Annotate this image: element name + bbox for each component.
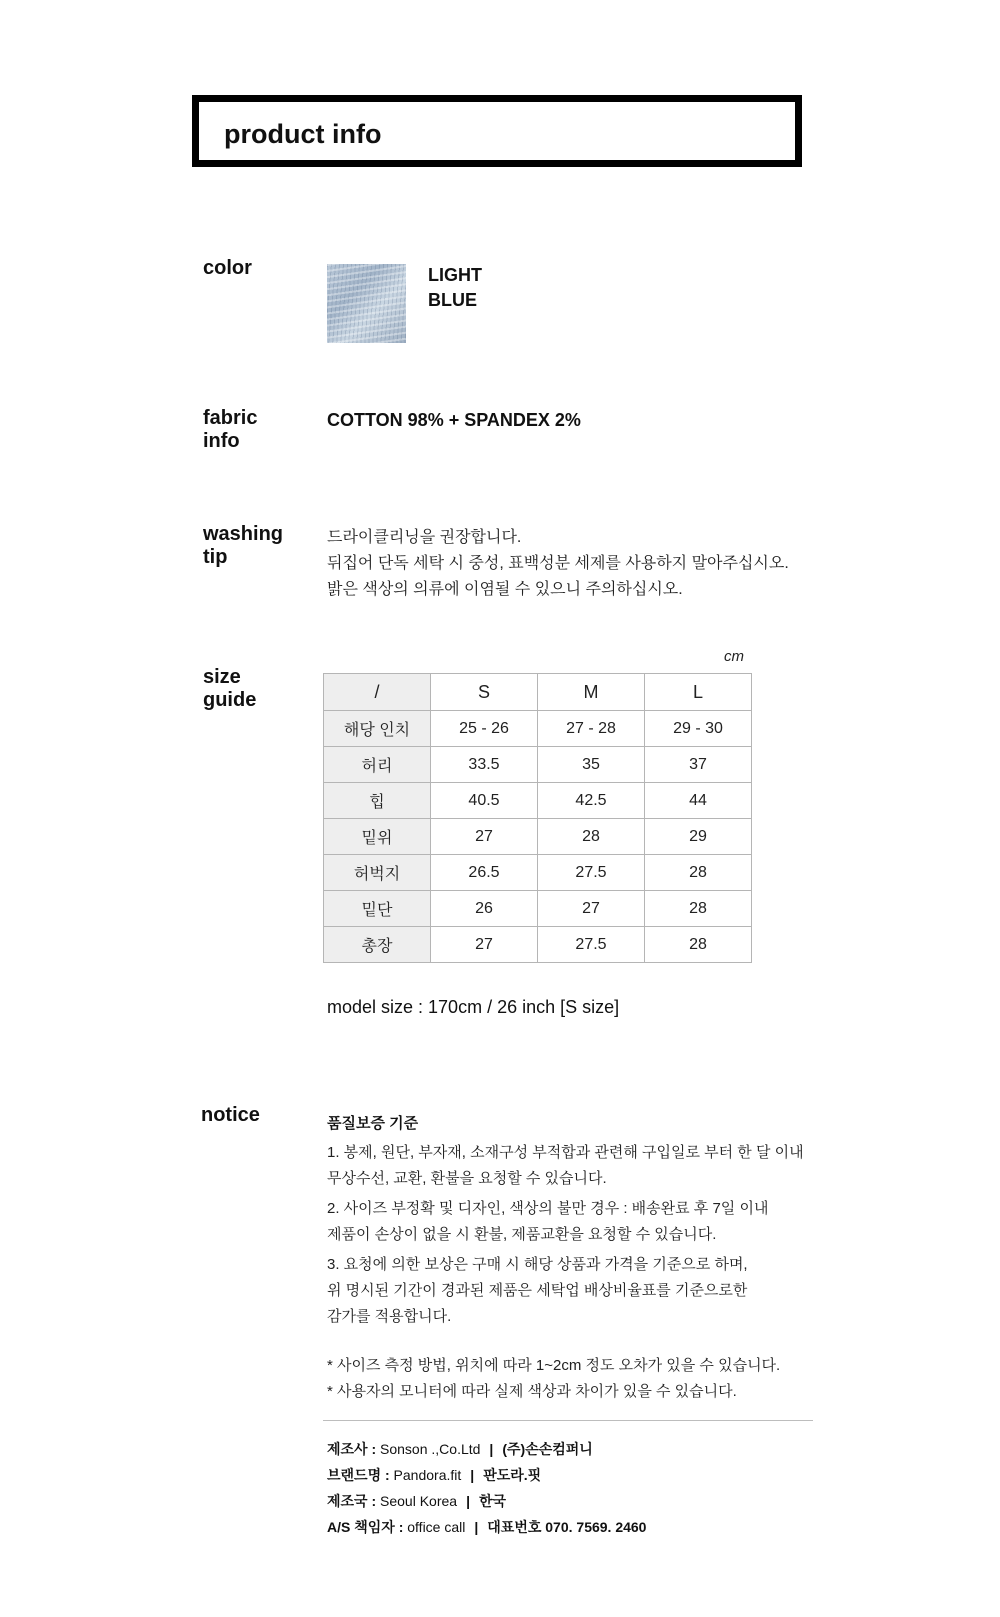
company-value: Pandora.fit (393, 1467, 462, 1483)
notice-body (327, 1140, 807, 1334)
size-label-line2: guide (203, 689, 257, 711)
size-unit: cm (724, 648, 744, 665)
size-row-label: 허벅지 (324, 855, 431, 891)
color-swatch (327, 264, 406, 343)
notice-line: 제품이 손상이 없을 시 환불, 제품교환을 요청할 수 있습니다. (327, 1226, 717, 1243)
title-box (192, 95, 802, 167)
size-cell: 25 - 26 (431, 711, 538, 747)
notice-item (327, 1252, 807, 1330)
company-value: office call (407, 1519, 466, 1535)
size-header-cell: / (324, 674, 431, 711)
color-name (428, 263, 482, 313)
size-cell: 28 (538, 819, 645, 855)
size-cell: 27 - 28 (538, 711, 645, 747)
washing-tip-line: 드라이클리닝을 권장합니다. (327, 529, 522, 546)
color-name-line2: BLUE (428, 290, 477, 310)
size-row-label: 허리 (324, 747, 431, 783)
washing-tips (327, 525, 789, 603)
size-cell: 28 (645, 891, 752, 927)
company-value-kr: 판도라.핏 (483, 1467, 542, 1483)
table-row (324, 927, 752, 963)
company-key: 제조사 : (327, 1441, 381, 1457)
company-value-kr: 한국 (479, 1493, 507, 1509)
company-info (327, 1436, 646, 1540)
company-info-row (327, 1488, 646, 1514)
divider (323, 1420, 813, 1421)
washing-tip-line: 밝은 색상의 의류에 이염될 수 있으니 주의하십시오. (327, 581, 683, 598)
table-row (324, 783, 752, 819)
notice-line: 무상수선, 교환, 환불을 요청할 수 있습니다. (327, 1170, 607, 1187)
washing-label-line1: washing (203, 523, 284, 545)
size-row-label: 총장 (324, 927, 431, 963)
size-cell: 27 (431, 927, 538, 963)
fabric-label-line1: fabric (203, 407, 258, 429)
size-label (203, 666, 256, 712)
fabric-value: COTTON 98% + SPANDEX 2% (327, 410, 581, 430)
size-row-label: 해당 인치 (324, 711, 431, 747)
company-value: Seoul Korea (380, 1493, 458, 1509)
size-cell: 44 (645, 783, 752, 819)
size-cell: 27 (431, 819, 538, 855)
size-cell: 27.5 (538, 927, 645, 963)
notice-line: 감가를 적용합니다. (327, 1308, 452, 1325)
washing-label-line2: tip (203, 546, 228, 568)
notice-label: notice (201, 1104, 260, 1126)
size-row-label: 밑위 (324, 819, 431, 855)
notice-note: * 사이즈 측정 방법, 위치에 따라 1~2cm 정도 오차가 있을 수 있습니다. (327, 1357, 781, 1374)
notice-line: 1. 봉제, 원단, 부자재, 소재구성 부적합과 관련해 구입일로 부터 한 달 이내 (327, 1144, 804, 1161)
company-separator: | (474, 1519, 479, 1535)
size-cell: 42.5 (538, 783, 645, 819)
table-row (324, 891, 752, 927)
notice-item (327, 1140, 807, 1192)
color-label: color (203, 257, 252, 279)
size-cell: 28 (645, 927, 752, 963)
size-cell: 40.5 (431, 783, 538, 819)
color-name-line1: LIGHT (428, 265, 482, 285)
size-cell: 26 (431, 891, 538, 927)
table-row (324, 747, 752, 783)
fabric-label (203, 407, 257, 453)
size-row-label: 밑단 (324, 891, 431, 927)
company-value: Sonson .,Co.Ltd (380, 1441, 481, 1457)
company-key: A/S 책임자 : (327, 1519, 408, 1535)
company-info-row (327, 1436, 646, 1462)
company-info-row (327, 1514, 646, 1540)
size-cell: 37 (645, 747, 752, 783)
size-cell: 33.5 (431, 747, 538, 783)
notice-line: 위 명시된 기간이 경과된 제품은 세탁업 배상비율표를 기준으로한 (327, 1282, 748, 1299)
company-info-row (327, 1462, 646, 1488)
notice-line: 2. 사이즈 부정확 및 디자인, 색상의 불만 경우 : 배송완료 후 7일 이내 (327, 1200, 769, 1217)
company-value-kr: (주)손손컴퍼니 (502, 1441, 593, 1457)
size-table (323, 673, 752, 963)
size-cell: 27.5 (538, 855, 645, 891)
notice-note: * 사용자의 모니터에 따라 실제 색상과 차이가 있을 수 있습니다. (327, 1383, 737, 1400)
company-separator: | (470, 1467, 475, 1483)
company-key: 브랜드명 : (327, 1467, 394, 1483)
size-cell: 26.5 (431, 855, 538, 891)
size-header-cell: S (431, 674, 538, 711)
size-header-cell: M (538, 674, 645, 711)
size-row-label: 힙 (324, 783, 431, 819)
size-table-header-row (324, 674, 752, 711)
company-separator: | (466, 1493, 470, 1509)
table-row (324, 819, 752, 855)
company-value-kr: 대표번호 070. 7569. 2460 (487, 1519, 647, 1535)
size-cell: 29 (645, 819, 752, 855)
washing-tip-line: 뒤집어 단독 세탁 시 중성, 표백성분 세제를 사용하지 말아주십시오. (327, 555, 789, 572)
size-header-cell: L (645, 674, 752, 711)
size-label-line1: size (203, 666, 241, 688)
table-row (324, 855, 752, 891)
company-key: 제조국 : (327, 1493, 381, 1509)
size-cell: 28 (645, 855, 752, 891)
page-title: product info (224, 119, 382, 149)
table-row (324, 711, 752, 747)
size-cell: 27 (538, 891, 645, 927)
fabric-label-line2: info (203, 430, 240, 452)
notice-item (327, 1196, 807, 1248)
washing-label (203, 523, 283, 569)
company-separator: | (489, 1441, 494, 1457)
size-cell: 35 (538, 747, 645, 783)
size-cell: 29 - 30 (645, 711, 752, 747)
notice-notes (327, 1353, 780, 1405)
model-size: model size : 170cm / 26 inch [S size] (327, 997, 620, 1017)
notice-line: 3. 요청에 의한 보상은 구매 시 해당 상품과 가격을 기준으로 하며, (327, 1256, 748, 1273)
notice-title: 품질보증 기준 (327, 1115, 419, 1132)
